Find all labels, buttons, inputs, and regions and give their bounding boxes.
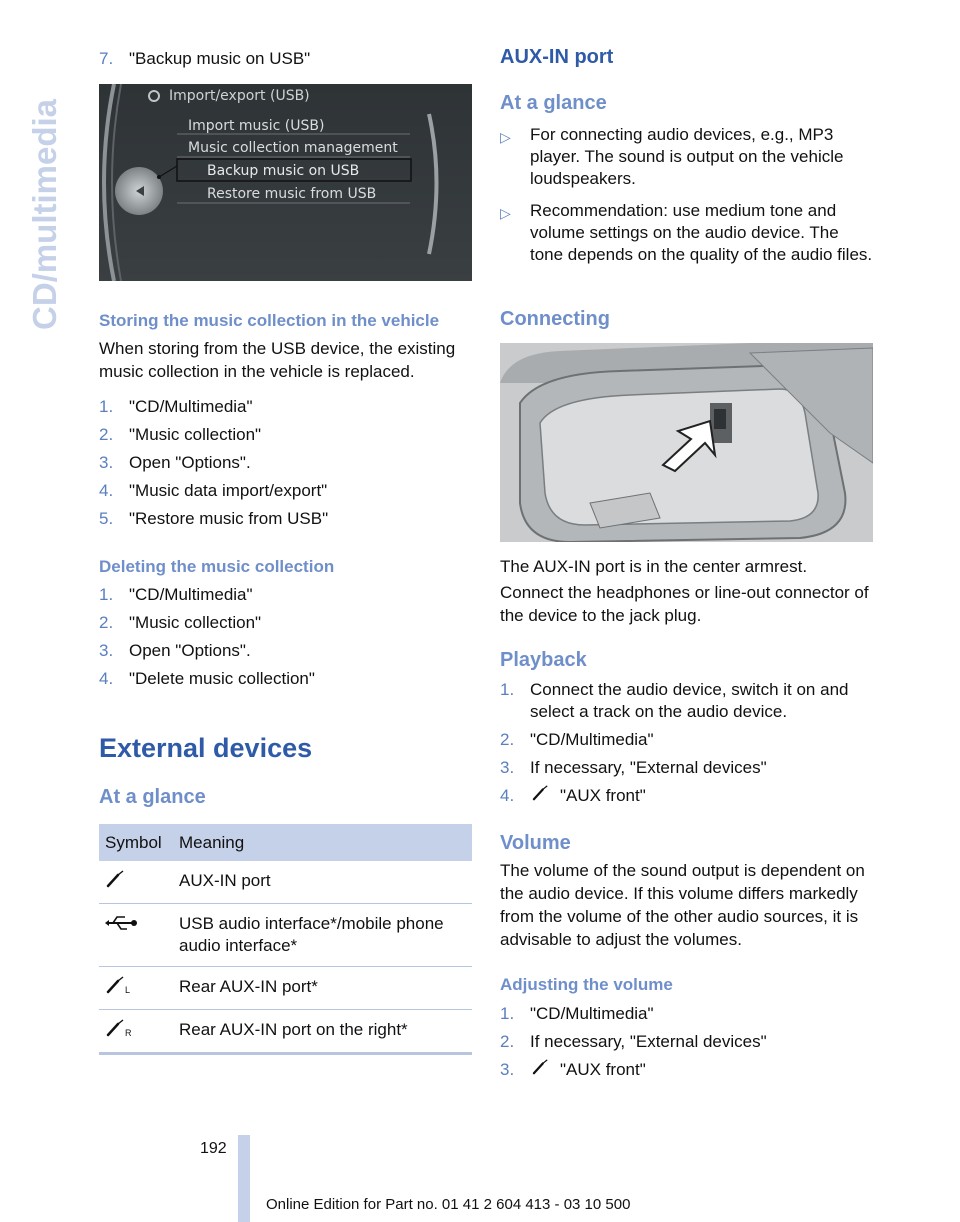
at-a-glance-heading-left: At a glance (99, 786, 206, 808)
svg-text:L: L (125, 985, 131, 994)
list-item: 7. "Backup music on USB" (99, 49, 311, 68)
aux-plug-icon (530, 1059, 552, 1075)
list-item: 4. "Music data import/export" (99, 481, 328, 500)
page-number: 192 (200, 1140, 227, 1157)
aux-in-heading: AUX-IN port (500, 46, 614, 68)
at-a-glance-heading-right: At a glance (500, 92, 607, 114)
table-row (99, 967, 472, 1010)
list-item: 1. "CD/Multimedia" (99, 397, 253, 416)
deleting-steps (99, 584, 315, 696)
meaning-cell: Rear AUX-IN port* (173, 967, 472, 1010)
screen-item-backup: Backup music on USB (207, 163, 360, 179)
volume-body: The volume of the sound output is dependent on the audio device. If this volume differs markedly from the volume of the other audio sources, it is advisable to adjust the volumes. (500, 861, 865, 949)
connecting-p1: The AUX-IN port is in the center armrest. (500, 557, 808, 576)
aux-bullets (500, 124, 874, 276)
list-item: 1. "CD/Multimedia" (500, 1004, 654, 1023)
list-item: 2. "Music collection" (99, 425, 262, 444)
col-meaning: Meaning (173, 824, 472, 861)
adjust-heading: Adjusting the volume (500, 975, 673, 994)
usb-icon (105, 913, 139, 931)
svg-text:R: R (125, 1028, 132, 1037)
list-item: 3. Open "Options". (99, 641, 251, 660)
side-title-text: CD/multimedia (26, 98, 63, 330)
list-item: 4. "Delete music collection" (99, 669, 315, 688)
connecting-heading: Connecting (500, 308, 610, 330)
list-item: 4. "AUX front" (500, 786, 646, 805)
list-item: 3. If necessary, "External devices" (500, 758, 767, 777)
screen-item-import: Import music (USB) (188, 118, 325, 134)
list-item: ▷ For connecting audio devices, e.g., MP3 player. The sound is output on the vehicle loudspeakers. (500, 125, 844, 188)
list-item: 1. "CD/Multimedia" (99, 585, 253, 604)
table-row (99, 1010, 472, 1054)
aux-plug-rear-right-icon (105, 1019, 135, 1037)
list-item: 2. If necessary, "External devices" (500, 1032, 767, 1051)
list-item: 1. Connect the audio device, switch it on and select a track on the audio device. (500, 680, 849, 721)
screen-item-restore: Restore music from USB (207, 186, 377, 202)
list-item: 3. Open "Options". (99, 453, 251, 472)
meaning-cell: Rear AUX-IN port on the right* (173, 1010, 472, 1054)
meaning-cell: USB audio interface*/mobile phone audio interface* (173, 904, 472, 967)
list-item: 5. "Restore music from USB" (99, 509, 329, 528)
section-side-title (24, 40, 64, 330)
list-item: 2. "Music collection" (99, 613, 262, 632)
idrive-screen-figure (99, 84, 472, 281)
step-list-backup (99, 48, 310, 76)
list-item: 2. "CD/Multimedia" (500, 730, 654, 749)
storing-heading: Storing the music collection in the vehicle (99, 311, 440, 330)
aux-plug-icon (530, 785, 552, 801)
aux-plug-rear-left-icon (105, 976, 135, 994)
armrest-aux-figure (500, 343, 873, 542)
list-item: 3. "AUX front" (500, 1060, 646, 1079)
table-header-row (99, 824, 472, 861)
playback-steps (500, 679, 874, 813)
external-devices-heading: External devices (99, 733, 313, 763)
table-row (99, 861, 472, 904)
list-item: ▷ Recommendation: use medium tone and volume settings on the audio device. The tone depends on the quality of the audio files. (500, 201, 873, 264)
screen-item-management: Music collection management (188, 140, 398, 156)
screen-header: Import/export (USB) (169, 88, 310, 104)
footer-bar (238, 1135, 250, 1222)
meaning-cell: AUX-IN port (173, 861, 472, 904)
symbol-table (99, 824, 472, 1055)
table-row (99, 904, 472, 967)
storing-body: When storing from the USB device, the existing music collection in the vehicle is replaced. (99, 339, 456, 381)
storing-steps (99, 396, 328, 536)
deleting-heading: Deleting the music collection (99, 557, 335, 576)
aux-plug-icon (105, 870, 127, 888)
footer-edition-text: Online Edition for Part no. 01 41 2 604 413 - 03 10 500 (266, 1196, 631, 1213)
playback-heading: Playback (500, 649, 587, 671)
connecting-p2: Connect the headphones or line-out connector of the device to the jack plug. (500, 583, 869, 625)
adjust-steps (500, 1003, 874, 1087)
col-symbol: Symbol (99, 824, 173, 861)
volume-heading: Volume (500, 832, 571, 854)
